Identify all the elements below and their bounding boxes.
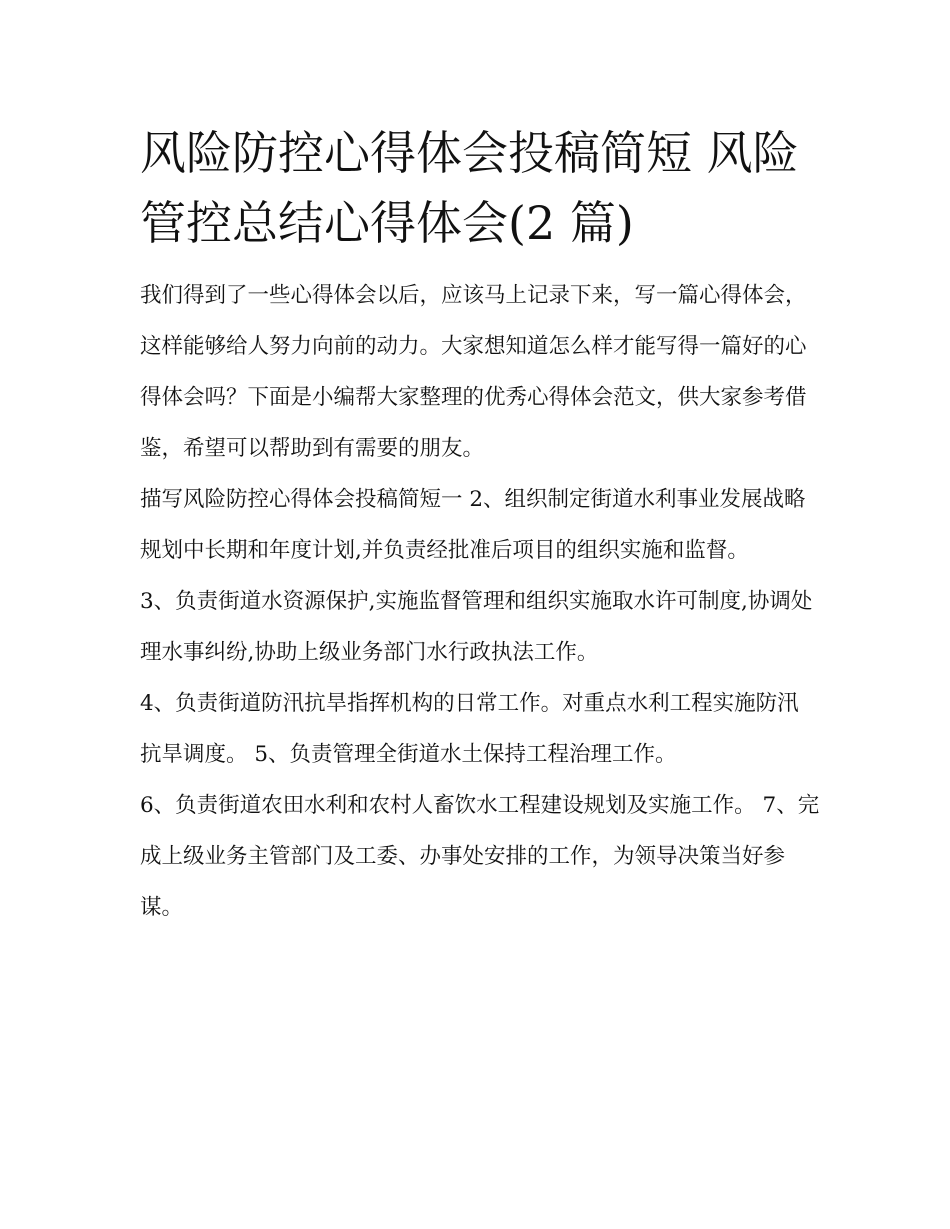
paragraph-item-3: 3、负责街道水资源保护,实施监督管理和组织实施取水许可制度,协调处理水事纠纷,协助上级业务部门水行政执法工作。 — [140, 589, 813, 665]
paragraph-item-4-5: 4、负责街道防汛抗旱指挥机构的日常工作。对重点水利工程实施防汛抗旱调度。 5、负责管理全街道水土保持工程治理工作。 — [140, 691, 799, 767]
paragraph-item-2: 描写风险防控心得体会投稿简短一 2、组织制定街道水利事业发展战略规划中长期和年度计划,并负责经批准后项目的组织实施和监督。 — [140, 487, 806, 563]
document-page — [140, 118, 820, 933]
document-title: 风险防控心得体会投稿简短 风险管控总结心得体会(2 篇) — [140, 126, 799, 250]
paragraph-intro: 我们得到了一些心得体会以后，应该马上记录下来，写一篇心得体会，这样能够给人努力向前的动力。大家想知道怎么样才能写得一篇好的心得体会吗？下面是小编帮大家整理的优秀心得体会范文，供大家参考借鉴，希望可以帮助到有需要的朋友。 — [140, 283, 807, 461]
paragraph-item-6-7: 6、负责街道农田水利和农村人畜饮水工程建设规划及实施工作。 7、完成上级业务主管部门及工委、办事处安排的工作，为领导决策当好参谋。 — [140, 793, 820, 920]
